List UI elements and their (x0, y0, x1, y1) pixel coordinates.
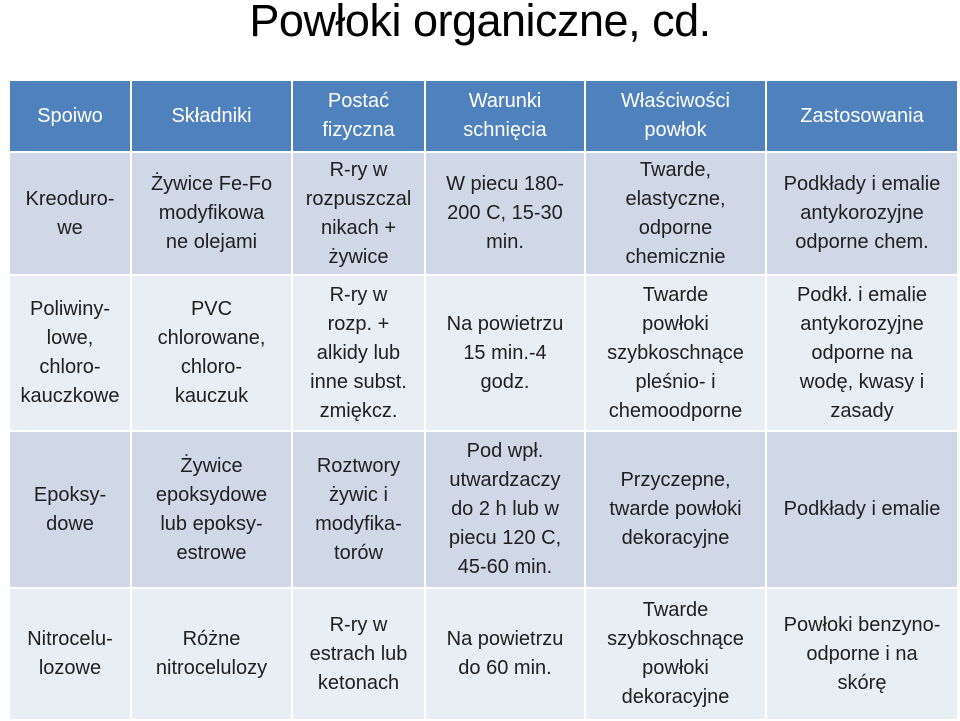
table-row (9, 275, 958, 431)
cell-postac: R-ry w rozpuszczal nikach + żywice (292, 152, 425, 275)
cell-warunki: Na powietrzu 15 min.-4 godz. (425, 275, 585, 431)
cell-skladniki: PVC chlorowane, chloro- kauczuk (131, 275, 292, 431)
cell-warunki: W piecu 180- 200 C, 15-30 min. (425, 152, 585, 275)
cell-spoiwo: Poliwiny- lowe, chloro- kauczkowe (9, 275, 131, 431)
header-cell-zastosowania: Zastosowania (766, 80, 958, 152)
cell-warunki: Na powietrzu do 60 min. (425, 588, 585, 720)
cell-skladniki: Żywice epoksydowe lub epoksy- estrowe (131, 431, 292, 588)
cell-spoiwo: Nitrocelu- lozowe (9, 588, 131, 720)
cell-wlasciwosci: Twarde szybkoschnące powłoki dekoracyjne (585, 588, 766, 720)
cell-skladniki: Różne nitrocelulozy (131, 588, 292, 720)
cell-postac: R-ry w estrach lub ketonach (292, 588, 425, 720)
cell-zastosowania: Podkłady i emalie (766, 431, 958, 588)
cell-wlasciwosci: Twarde, elastyczne, odporne chemicznie (585, 152, 766, 275)
cell-warunki: Pod wpł. utwardzaczy do 2 h lub w piecu 120 C, 45-60 min. (425, 431, 585, 588)
cell-postac: Roztwory żywic i modyfika- torów (292, 431, 425, 588)
cell-zastosowania: Podkł. i emalie antykorozyjne odporne na wodę, kwasy i zasady (766, 275, 958, 431)
cell-wlasciwosci: Przyczepne, twarde powłoki dekoracyjne (585, 431, 766, 588)
cell-skladniki: Żywice Fe-Fo modyfikowa ne olejami (131, 152, 292, 275)
table-row (9, 431, 958, 588)
table-row (9, 588, 958, 720)
cell-zastosowania: Podkłady i emalie antykorozyjne odporne chem. (766, 152, 958, 275)
coatings-table (8, 79, 959, 721)
header-cell-skladniki: Składniki (131, 80, 292, 152)
table-row (9, 152, 958, 275)
cell-spoiwo: Kreoduro- we (9, 152, 131, 275)
header-row (9, 80, 958, 152)
header-cell-warunki: Warunki schnięcia (425, 80, 585, 152)
cell-postac: R-ry w rozp. + alkidy lub inne subst. zmiękcz. (292, 275, 425, 431)
cell-zastosowania: Powłoki benzyno- odporne i na skórę (766, 588, 958, 720)
header-cell-spoiwo: Spoiwo (9, 80, 131, 152)
cell-spoiwo: Epoksy- dowe (9, 431, 131, 588)
header-cell-wlasciwosci: Właściwości powłok (585, 80, 766, 152)
page-title: Powłoki organiczne, cd. (249, 0, 711, 46)
cell-wlasciwosci: Twarde powłoki szybkoschnące pleśnio- i chemoodporne (585, 275, 766, 431)
header-cell-postac: Postać fizyczna (292, 80, 425, 152)
